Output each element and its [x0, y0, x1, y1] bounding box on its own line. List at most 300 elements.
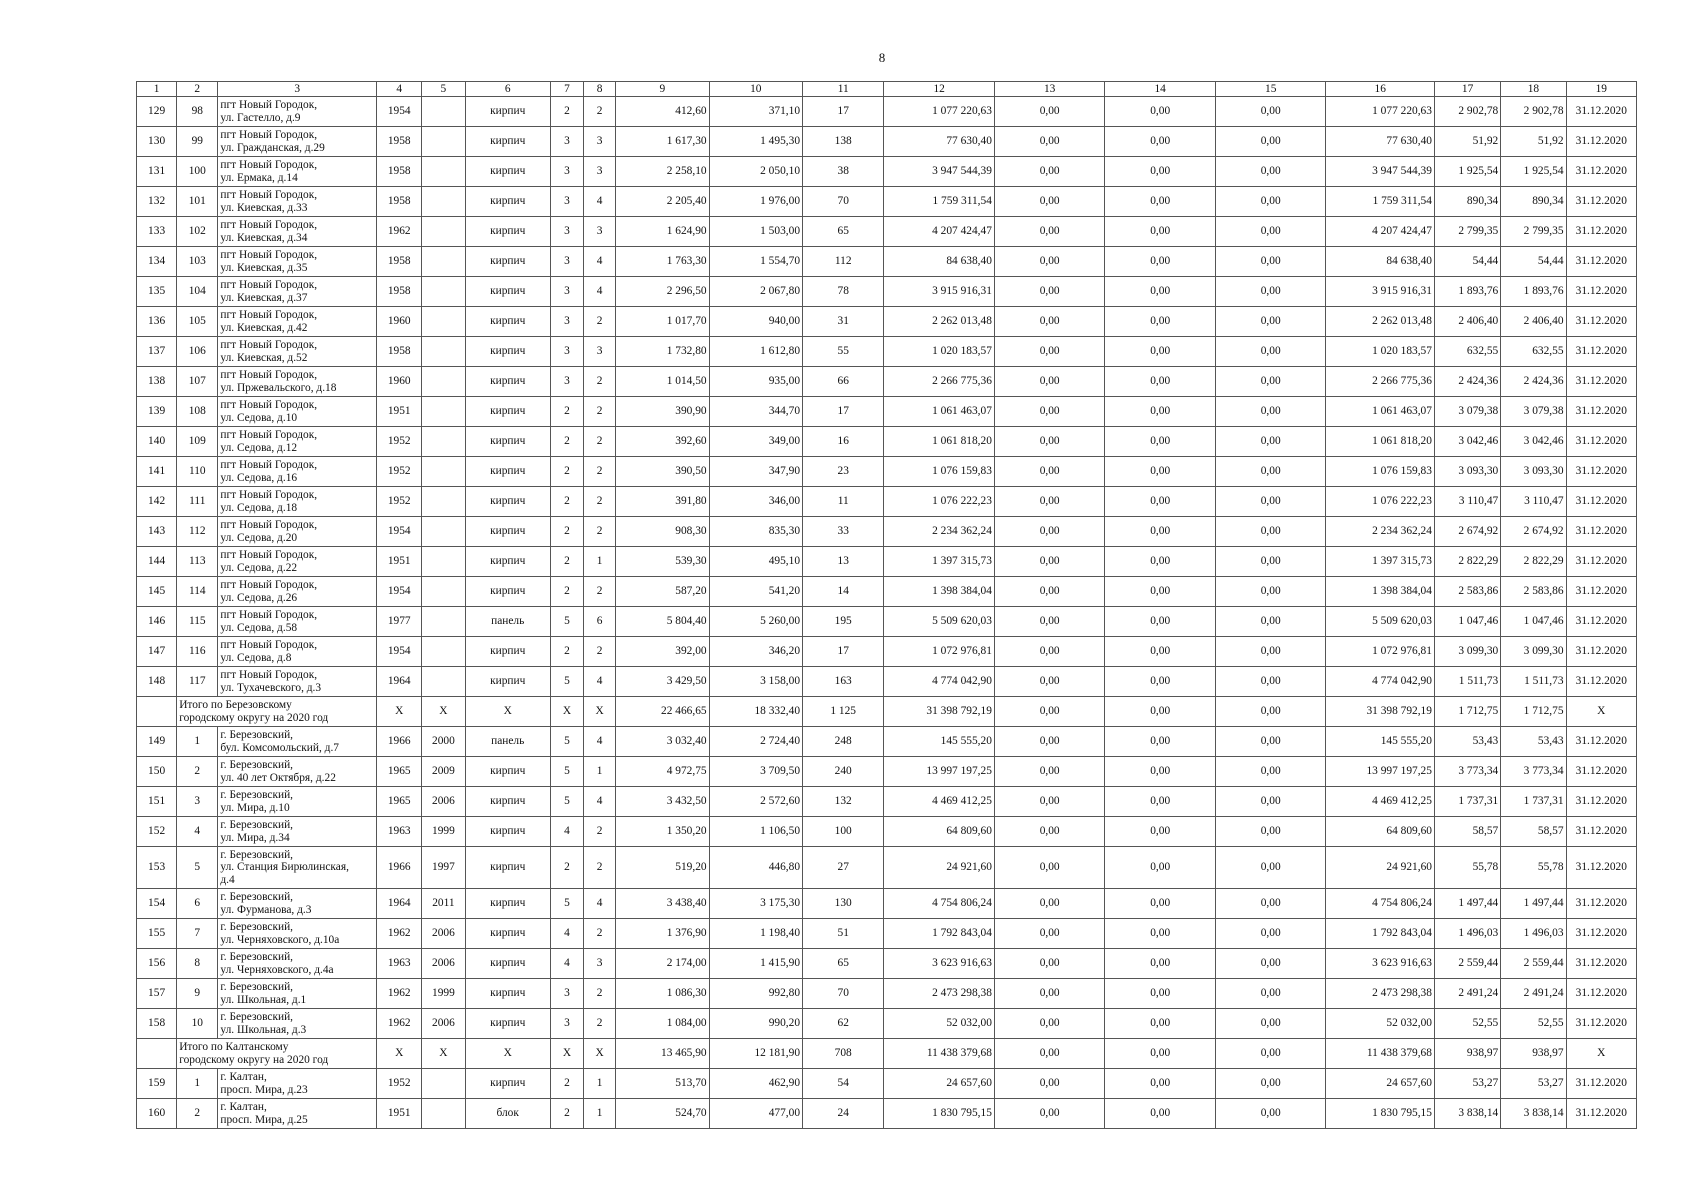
table-cell: 539,30: [616, 547, 709, 577]
table-cell: 1 076 222,23: [884, 487, 995, 517]
table-cell: 1963: [377, 949, 422, 979]
table-cell: 0,00: [1215, 307, 1326, 337]
table-cell: 2 822,29: [1434, 547, 1500, 577]
table-cell: 3 623 916,63: [884, 949, 995, 979]
table-cell: 2 902,78: [1501, 97, 1566, 127]
table-cell: [422, 667, 465, 697]
table-cell: 391,80: [616, 487, 709, 517]
table-cell: 4: [584, 187, 616, 217]
table-cell: 135: [137, 277, 177, 307]
table-cell: 0,00: [994, 307, 1105, 337]
table-cell: 145: [137, 577, 177, 607]
table-cell: 105: [177, 307, 218, 337]
table-cell: 1 397 315,73: [884, 547, 995, 577]
table-cell: 148: [137, 667, 177, 697]
table-cell: 3: [550, 127, 583, 157]
table-cell: 55,78: [1434, 847, 1500, 889]
table-cell: 31.12.2020: [1566, 727, 1636, 757]
table-cell: 2: [584, 577, 616, 607]
subtotal-cell: X: [377, 1039, 422, 1069]
column-number-header: 1: [137, 82, 177, 97]
table-cell: 2: [550, 397, 583, 427]
table-cell: 0,00: [1105, 547, 1216, 577]
column-number-header: 16: [1326, 82, 1435, 97]
table-cell: кирпич: [465, 487, 550, 517]
table-cell: 0,00: [994, 889, 1105, 919]
table-row: [137, 397, 1637, 427]
subtotal-cell: X: [1566, 697, 1636, 727]
table-cell: 31.12.2020: [1566, 787, 1636, 817]
table-cell: 2: [550, 577, 583, 607]
address-cell: г. Березовский, ул. 40 лет Октября, д.22: [218, 757, 377, 787]
table-cell: 519,20: [616, 847, 709, 889]
table-cell: 2 205,40: [616, 187, 709, 217]
table-cell: 1 554,70: [709, 247, 802, 277]
table-cell: 78: [803, 277, 884, 307]
table-cell: 100: [177, 157, 218, 187]
table-cell: 31.12.2020: [1566, 1009, 1636, 1039]
subtotal-cell: 31 398 792,19: [884, 697, 995, 727]
table-row: [137, 247, 1637, 277]
table-cell: 1 759 311,54: [884, 187, 995, 217]
table-cell: 1958: [377, 277, 422, 307]
table-cell: 131: [137, 157, 177, 187]
table-cell: 940,00: [709, 307, 802, 337]
subtotal-cell: X: [550, 1039, 583, 1069]
table-cell: 3 099,30: [1501, 637, 1566, 667]
table-cell: [422, 397, 465, 427]
table-cell: 2: [584, 637, 616, 667]
table-cell: [422, 427, 465, 457]
table-cell: 0,00: [1215, 607, 1326, 637]
table-cell: 31.12.2020: [1566, 217, 1636, 247]
table-cell: 4: [584, 247, 616, 277]
table-cell: 1962: [377, 919, 422, 949]
table-cell: 1964: [377, 889, 422, 919]
table-cell: 632,55: [1501, 337, 1566, 367]
table-cell: 1952: [377, 1069, 422, 1099]
table-cell: 1 732,80: [616, 337, 709, 367]
table-cell: 5 509 620,03: [884, 607, 995, 637]
table-cell: 2 266 775,36: [1326, 367, 1435, 397]
table-cell: 31.12.2020: [1566, 919, 1636, 949]
table-cell: 0,00: [994, 127, 1105, 157]
table-cell: 31.12.2020: [1566, 757, 1636, 787]
table-cell: 1 061 818,20: [884, 427, 995, 457]
subtotal-cell: 31 398 792,19: [1326, 697, 1435, 727]
table-cell: 110: [177, 457, 218, 487]
table-cell: 0,00: [1105, 667, 1216, 697]
table-cell: 159: [137, 1069, 177, 1099]
table-cell: 1 830 795,15: [884, 1099, 995, 1129]
table-cell: 150: [137, 757, 177, 787]
table-cell: 2: [584, 397, 616, 427]
table-cell: кирпич: [465, 979, 550, 1009]
table-cell: 0,00: [1105, 187, 1216, 217]
table-cell: 0,00: [1215, 727, 1326, 757]
table-cell: 5: [550, 787, 583, 817]
subtotal-cell: X: [584, 697, 616, 727]
table-row: [137, 949, 1637, 979]
table-cell: 31.12.2020: [1566, 187, 1636, 217]
table-cell: 103: [177, 247, 218, 277]
table-cell: 0,00: [994, 979, 1105, 1009]
address-cell: пгт Новый Городок, ул. Ермака, д.14: [218, 157, 377, 187]
table-cell: 1 072 976,81: [884, 637, 995, 667]
table-cell: 54,44: [1501, 247, 1566, 277]
table-cell: 112: [177, 517, 218, 547]
address-cell: пгт Новый Городок, ул. Киевская, д.34: [218, 217, 377, 247]
table-cell: 149: [137, 727, 177, 757]
table-cell: 31.12.2020: [1566, 1069, 1636, 1099]
table-cell: 1951: [377, 397, 422, 427]
table-cell: 1 763,30: [616, 247, 709, 277]
table-cell: 31.12.2020: [1566, 487, 1636, 517]
table-cell: 0,00: [994, 847, 1105, 889]
table-cell: 2 724,40: [709, 727, 802, 757]
table-cell: 1: [177, 1069, 218, 1099]
table-cell: 17: [803, 97, 884, 127]
table-cell: 1 792 843,04: [884, 919, 995, 949]
table-cell: 1 495,30: [709, 127, 802, 157]
address-cell: г. Березовский, ул. Станция Бирюлинская, д.4: [218, 847, 377, 889]
address-cell: пгт Новый Городок, ул. Седова, д.26: [218, 577, 377, 607]
table-cell: 0,00: [1105, 577, 1216, 607]
table-cell: 0,00: [1105, 1009, 1216, 1039]
table-cell: 0,00: [1105, 607, 1216, 637]
table-cell: 4 774 042,90: [1326, 667, 1435, 697]
table-cell: 0,00: [1215, 217, 1326, 247]
table-cell: 62: [803, 1009, 884, 1039]
table-cell: 31.12.2020: [1566, 1099, 1636, 1129]
table-cell: 0,00: [1105, 367, 1216, 397]
subtotal-cell: X: [422, 1039, 465, 1069]
table-row: [137, 847, 1637, 889]
table-cell: 1951: [377, 1099, 422, 1129]
table-row: [137, 817, 1637, 847]
table-cell: 0,00: [994, 397, 1105, 427]
subtotal-row: [137, 697, 1637, 727]
table-cell: 0,00: [1105, 847, 1216, 889]
address-cell: пгт Новый Городок, ул. Седова, д.18: [218, 487, 377, 517]
table-cell: 84 638,40: [884, 247, 995, 277]
table-cell: 2: [584, 979, 616, 1009]
table-cell: 2: [550, 547, 583, 577]
table-cell: панель: [465, 607, 550, 637]
table-cell: 1952: [377, 427, 422, 457]
table-cell: 1 017,70: [616, 307, 709, 337]
table-cell: 154: [137, 889, 177, 919]
table-cell: 1 759 311,54: [1326, 187, 1435, 217]
subtotal-cell: 18 332,40: [709, 697, 802, 727]
table-cell: 0,00: [994, 517, 1105, 547]
table-cell: [422, 457, 465, 487]
table-cell: [422, 217, 465, 247]
table-row: [137, 919, 1637, 949]
table-cell: 344,70: [709, 397, 802, 427]
table-cell: 0,00: [994, 157, 1105, 187]
table-cell: 52 032,00: [1326, 1009, 1435, 1039]
table-cell: 0,00: [1105, 637, 1216, 667]
address-cell: г. Калтан, просп. Мира, д.23: [218, 1069, 377, 1099]
table-cell: 0,00: [1215, 97, 1326, 127]
table-cell: 130: [803, 889, 884, 919]
table-cell: 3 947 544,39: [884, 157, 995, 187]
table-cell: 24 921,60: [1326, 847, 1435, 889]
address-cell: пгт Новый Городок, ул. Киевская, д.42: [218, 307, 377, 337]
table-row: [137, 787, 1637, 817]
table-cell: 11: [803, 487, 884, 517]
table-cell: 2 583,86: [1434, 577, 1500, 607]
table-cell: 2: [584, 97, 616, 127]
subtotal-cell: X: [1566, 1039, 1636, 1069]
table-cell: 1966: [377, 727, 422, 757]
table-cell: 155: [137, 919, 177, 949]
table-cell: 1 497,44: [1434, 889, 1500, 919]
table-cell: кирпич: [465, 457, 550, 487]
table-cell: 1 511,73: [1501, 667, 1566, 697]
table-cell: 1: [584, 757, 616, 787]
table-cell: 5 804,40: [616, 607, 709, 637]
table-cell: 0,00: [994, 277, 1105, 307]
table-cell: 132: [803, 787, 884, 817]
table-cell: 3: [550, 157, 583, 187]
table-cell: 1964: [377, 667, 422, 697]
table-cell: кирпич: [465, 517, 550, 547]
table-cell: 115: [177, 607, 218, 637]
table-cell: 0,00: [1215, 397, 1326, 427]
table-cell: 1 077 220,63: [1326, 97, 1435, 127]
table-cell: 31.12.2020: [1566, 979, 1636, 1009]
table-cell: 17: [803, 397, 884, 427]
table-cell: 0,00: [1215, 847, 1326, 889]
table-cell: 0,00: [1215, 547, 1326, 577]
table-cell: 31.12.2020: [1566, 577, 1636, 607]
table-cell: кирпич: [465, 307, 550, 337]
table-cell: кирпич: [465, 547, 550, 577]
table-cell: 1 415,90: [709, 949, 802, 979]
table-cell: 0,00: [1215, 187, 1326, 217]
table-cell: кирпич: [465, 157, 550, 187]
table-cell: 0,00: [1215, 889, 1326, 919]
table-cell: 0,00: [1215, 577, 1326, 607]
subtotal-cell: 1 712,75: [1501, 697, 1566, 727]
table-cell: 0,00: [994, 217, 1105, 247]
table-cell: 935,00: [709, 367, 802, 397]
address-cell: пгт Новый Городок, ул. Седова, д.16: [218, 457, 377, 487]
address-cell: г. Березовский, ул. Школьная, д.1: [218, 979, 377, 1009]
table-cell: [422, 277, 465, 307]
table-cell: 0,00: [994, 787, 1105, 817]
column-number-header: 9: [616, 82, 709, 97]
table-row: [137, 757, 1637, 787]
table-cell: 156: [137, 949, 177, 979]
table-cell: 0,00: [1215, 817, 1326, 847]
table-cell: кирпич: [465, 637, 550, 667]
table-cell: 31.12.2020: [1566, 457, 1636, 487]
table-cell: 138: [137, 367, 177, 397]
table-cell: 31.12.2020: [1566, 667, 1636, 697]
table-cell: 3 709,50: [709, 757, 802, 787]
table-cell: 0,00: [1105, 727, 1216, 757]
table-cell: 134: [137, 247, 177, 277]
table-cell: 412,60: [616, 97, 709, 127]
table-cell: 3 773,34: [1434, 757, 1500, 787]
table-cell: 3 175,30: [709, 889, 802, 919]
table-cell: 4 469 412,25: [1326, 787, 1435, 817]
table-cell: 24: [803, 1099, 884, 1129]
table-cell: 4: [550, 919, 583, 949]
table-cell: 9: [177, 979, 218, 1009]
table-cell: 4: [177, 817, 218, 847]
subtotal-cell: 0,00: [1105, 697, 1216, 727]
table-cell: 137: [137, 337, 177, 367]
table-cell: 98: [177, 97, 218, 127]
table-cell: 3 438,40: [616, 889, 709, 919]
table-cell: 2 473 298,38: [884, 979, 995, 1009]
table-cell: 1 061 463,07: [1326, 397, 1435, 427]
table-cell: кирпич: [465, 847, 550, 889]
table-cell: 2 822,29: [1501, 547, 1566, 577]
table-cell: 3 838,14: [1434, 1099, 1500, 1129]
table-cell: 2 902,78: [1434, 97, 1500, 127]
table-cell: 2 234 362,24: [1326, 517, 1435, 547]
table-cell: 31.12.2020: [1566, 949, 1636, 979]
table-cell: 4 207 424,47: [884, 217, 995, 247]
table-cell: 0,00: [994, 949, 1105, 979]
subtotal-cell: 0,00: [1215, 1039, 1326, 1069]
table-cell: 1952: [377, 487, 422, 517]
table-cell: 100: [803, 817, 884, 847]
table-cell: 0,00: [994, 727, 1105, 757]
table-cell: 70: [803, 979, 884, 1009]
table-cell: 3: [584, 949, 616, 979]
table-cell: 2: [550, 1099, 583, 1129]
table-cell: 5: [550, 727, 583, 757]
table-row: [137, 97, 1637, 127]
table-cell: 2 174,00: [616, 949, 709, 979]
table-cell: 2: [550, 847, 583, 889]
table-cell: 5: [550, 889, 583, 919]
table-row: [137, 337, 1637, 367]
table-cell: 55,78: [1501, 847, 1566, 889]
table-cell: 157: [137, 979, 177, 1009]
table-cell: 1977: [377, 607, 422, 637]
table-cell: 3: [550, 367, 583, 397]
table-cell: 1960: [377, 367, 422, 397]
table-row: [137, 127, 1637, 157]
subtotal-cell: 0,00: [994, 697, 1105, 727]
table-cell: 3: [550, 307, 583, 337]
table-cell: кирпич: [465, 217, 550, 247]
table-cell: 3: [550, 187, 583, 217]
page-number: 8: [878, 50, 886, 65]
table-cell: 65: [803, 949, 884, 979]
table-cell: 102: [177, 217, 218, 247]
table-cell: 477,00: [709, 1099, 802, 1129]
table-cell: 8: [177, 949, 218, 979]
table-cell: кирпич: [465, 367, 550, 397]
table-cell: 2: [584, 367, 616, 397]
table-cell: 13 997 197,25: [1326, 757, 1435, 787]
table-cell: 2 799,35: [1501, 217, 1566, 247]
column-number-header: 6: [465, 82, 550, 97]
table-cell: 1 198,40: [709, 919, 802, 949]
table-cell: 0,00: [1215, 457, 1326, 487]
table-cell: 3: [550, 217, 583, 247]
table-cell: кирпич: [465, 889, 550, 919]
table-cell: кирпич: [465, 277, 550, 307]
table-cell: 392,60: [616, 427, 709, 457]
table-cell: 31.12.2020: [1566, 157, 1636, 187]
table-cell: 31.12.2020: [1566, 889, 1636, 919]
table-cell: 106: [177, 337, 218, 367]
table-cell: [422, 247, 465, 277]
column-number-header: 2: [177, 82, 218, 97]
table-cell: 4 469 412,25: [884, 787, 995, 817]
table-cell: 240: [803, 757, 884, 787]
table-cell: 0,00: [994, 187, 1105, 217]
table-cell: 31.12.2020: [1566, 307, 1636, 337]
table-cell: кирпич: [465, 787, 550, 817]
table-cell: 4 754 806,24: [884, 889, 995, 919]
table-cell: 14: [803, 577, 884, 607]
table-cell: 1954: [377, 577, 422, 607]
table-cell: 392,00: [616, 637, 709, 667]
table-cell: 5: [550, 667, 583, 697]
address-cell: г. Березовский, ул. Школьная, д.3: [218, 1009, 377, 1039]
table-row: [137, 727, 1637, 757]
table-cell: 2 424,36: [1501, 367, 1566, 397]
table-cell: 3 093,30: [1501, 457, 1566, 487]
table-cell: 0,00: [1215, 757, 1326, 787]
table-cell: 0,00: [1215, 787, 1326, 817]
table-cell: 31.12.2020: [1566, 427, 1636, 457]
table-cell: 64 809,60: [884, 817, 995, 847]
table-cell: 0,00: [1215, 667, 1326, 697]
table-cell: 64 809,60: [1326, 817, 1435, 847]
table-cell: 2: [177, 1099, 218, 1129]
table-cell: 3 079,38: [1501, 397, 1566, 427]
table-cell: 7: [177, 919, 218, 949]
table-cell: 53,43: [1434, 727, 1500, 757]
table-cell: 0,00: [1215, 487, 1326, 517]
address-cell: г. Березовский, ул. Мира, д.34: [218, 817, 377, 847]
table-cell: кирпич: [465, 577, 550, 607]
table-cell: 0,00: [1105, 457, 1216, 487]
table-cell: [422, 637, 465, 667]
table-cell: 38: [803, 157, 884, 187]
table-cell: 55: [803, 337, 884, 367]
table-cell: 3 079,38: [1434, 397, 1500, 427]
table-cell: 1 925,54: [1501, 157, 1566, 187]
table-cell: 0,00: [1105, 517, 1216, 547]
table-cell: 0,00: [1215, 157, 1326, 187]
table-cell: 2: [550, 457, 583, 487]
table-row: [137, 517, 1637, 547]
table-cell: 1 061 818,20: [1326, 427, 1435, 457]
address-cell: пгт Новый Городок, ул. Седова, д.22: [218, 547, 377, 577]
table-cell: 992,80: [709, 979, 802, 1009]
table-cell: 0,00: [994, 457, 1105, 487]
table-cell: [422, 157, 465, 187]
subtotal-cell: 11 438 379,68: [884, 1039, 995, 1069]
table-cell: 908,30: [616, 517, 709, 547]
table-cell: 0,00: [994, 637, 1105, 667]
table-cell: 2 296,50: [616, 277, 709, 307]
table-cell: 3 158,00: [709, 667, 802, 697]
table-cell: 0,00: [1105, 787, 1216, 817]
